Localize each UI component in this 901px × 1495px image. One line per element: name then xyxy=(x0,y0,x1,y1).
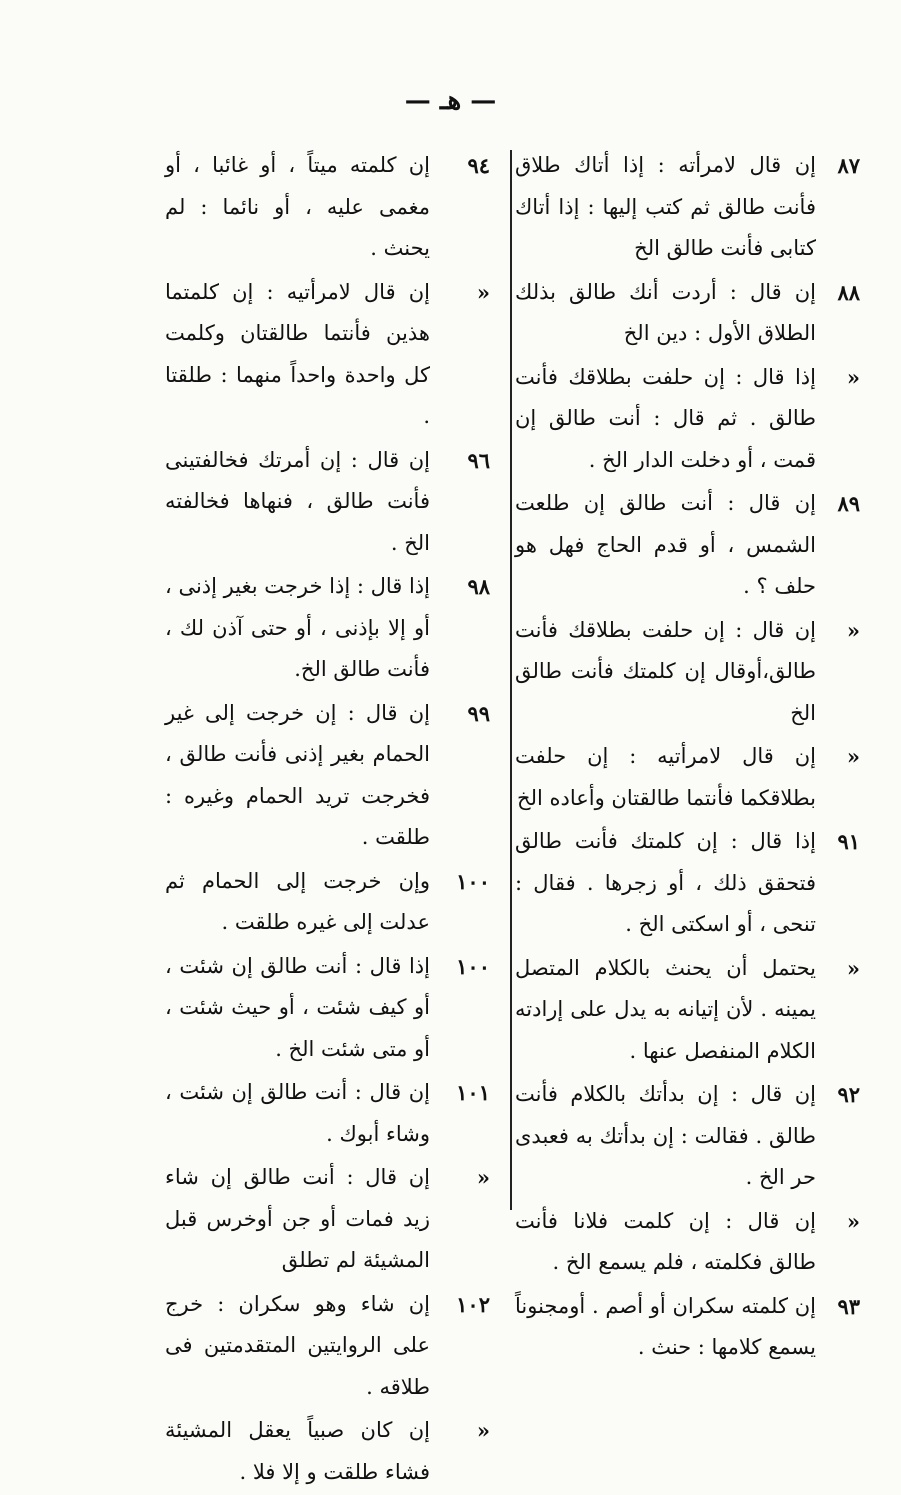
entry-number: ٩١ xyxy=(837,829,860,854)
entry-number: ١٠٠ xyxy=(456,953,490,979)
index-entry xyxy=(515,272,860,355)
entry-text: إن قال : إن حلفت بطلاقك فأنت طالق،أوقال إن كلمتك فأنت طالق الخ xyxy=(515,617,816,725)
entry-text: إن قال : أنت طالق إن طلعت الشمس ، أو قدم الحاج فهل هو حلف ؟ . xyxy=(515,491,816,598)
entry-number: « xyxy=(476,1165,490,1190)
index-entry xyxy=(165,1410,490,1493)
entry-number: « xyxy=(476,279,490,305)
entry-text: إن كلمته سكران أو أصم . أومجنوناً يسمع كلامها : حنث . xyxy=(515,1293,816,1359)
entry-text: إن كان صبياً يعقل المشيئة فشاء طلقت و إلا فلا . xyxy=(165,1418,430,1484)
entry-number: ١٠٠ xyxy=(456,868,490,894)
entry-number: « xyxy=(846,617,860,643)
index-entry xyxy=(515,145,860,270)
index-entry xyxy=(165,145,490,270)
entry-text: وإن خرجت إلى الحمام ثم عدلت إلى غيره طلقت . xyxy=(165,868,430,934)
index-entry xyxy=(515,610,860,735)
index-entry xyxy=(515,357,860,482)
entry-number: ٨٩ xyxy=(837,491,860,516)
index-column-left xyxy=(165,145,490,1495)
entry-number: ٩٨ xyxy=(467,574,490,599)
index-entry xyxy=(165,1072,490,1155)
entry-number: ١٠١ xyxy=(456,1080,490,1105)
entry-text: إن قال : أردت أنك طالق بذلك الطلاق الأول : دين الخ xyxy=(515,279,816,345)
index-entry xyxy=(515,1286,860,1369)
entry-number: ٨٧ xyxy=(837,153,860,178)
index-entry xyxy=(165,946,490,1071)
index-entry xyxy=(515,1201,860,1284)
index-column-right xyxy=(515,145,860,1371)
index-entry xyxy=(515,948,860,1073)
entry-text: إن قال : أنت طالق إن شئت ، وشاء أبوك . xyxy=(165,1080,430,1146)
index-entry xyxy=(165,861,490,944)
index-entry xyxy=(165,566,490,691)
entry-text: إن قال : إن كلمت فلانا فأنت طالق فكلمته ، فلم يسمع الخ . xyxy=(515,1208,816,1274)
entry-text: إن قال : إن بدأتك بالكلام فأنت طالق . فقالت : إن بدأتك به فعبدى حر الخ . xyxy=(515,1082,816,1189)
index-entry xyxy=(165,1284,490,1409)
index-entry xyxy=(515,1074,860,1199)
entry-text: إن قال : إن أمرتك فخالفتينى فأنت طالق ، فنهاها فخالفته الخ . xyxy=(165,447,430,555)
entry-text: إن قال : أنت طالق إن شاء زيد فمات أو جن أوخرس قبل المشيئة لم تطلق xyxy=(165,1165,430,1272)
page-marker: — هـ — xyxy=(404,86,497,116)
entry-number: ٩٤ xyxy=(467,153,490,178)
entry-text: إن قال لامرأته : إذا أتاك طلاق فأنت طالق ثم كتب إليها : إذا أتاك كتابى فأنت طالق الخ xyxy=(515,153,816,260)
entry-text: إذا قال : إذا خرجت بغير إذنى ، أو إلا بإذنى ، أو حتى آذن لك ، فأنت طالق الخ. xyxy=(165,574,430,681)
entry-number: ٩٦ xyxy=(467,447,490,473)
entry-text: إذا قال : أنت طالق إن شئت ، أو كيف شئت ، أو حيث شئت ، أو متى شئت الخ . xyxy=(165,953,430,1061)
entry-number: ٩٢ xyxy=(837,1082,860,1107)
entry-text: إن شاء وهو سكران : خرج على الروايتين المتقدمتين فى طلاقه . xyxy=(165,1291,430,1399)
index-entry xyxy=(165,272,490,438)
entry-text: يحتمل أن يحنث بالكلام المتصل يمينه . لأن إتيانه به يدل على إرادته الكلام المنفصل عنها . xyxy=(515,955,816,1063)
entry-text: إن كلمته ميتاً ، أو غائبا ، أو مغمى عليه ، أو نائما : لم يحنث . xyxy=(165,153,430,260)
entry-number: « xyxy=(476,1418,490,1443)
entry-number: « xyxy=(846,744,860,769)
index-entry xyxy=(165,693,490,859)
entry-number: ٨٨ xyxy=(837,279,860,305)
entry-number: ٩٣ xyxy=(837,1293,860,1319)
index-entry xyxy=(515,821,860,946)
entry-number: « xyxy=(846,955,860,981)
index-entry xyxy=(165,440,490,565)
entry-number: ١٠٢ xyxy=(456,1291,490,1317)
entry-text: إن قال لامرأتيه : إن حلفت بطلاقكما فأنتما طالقتان وأعاده الخ xyxy=(515,744,816,810)
entry-text: إن قال لامرأتيه : إن كلمتما هذين فأنتما طالقتان وكلمت كل واحدة واحداً منهما : طلقتا . xyxy=(165,279,430,428)
entry-number: « xyxy=(846,1208,860,1234)
entry-number: « xyxy=(846,364,860,390)
column-divider xyxy=(510,150,512,1210)
entry-number: ٩٩ xyxy=(467,700,490,726)
index-entry xyxy=(165,1157,490,1282)
entry-text: إذا قال : إن كلمتك فأنت طالق فتحقق ذلك ، أو زجرها . فقال : تنحى ، أو اسكتى الخ . xyxy=(515,829,816,936)
index-entry xyxy=(515,736,860,819)
entry-text: إذا قال : إن حلفت بطلاقك فأنت طالق . ثم قال : أنت طالق إن قمت ، أو دخلت الدار الخ . xyxy=(515,364,816,472)
index-entry xyxy=(515,483,860,608)
entry-text: إن قال : إن خرجت إلى غير الحمام بغير إذنى فأنت طالق ، فخرجت تريد الحمام وغيره : طلقت . xyxy=(165,700,430,849)
